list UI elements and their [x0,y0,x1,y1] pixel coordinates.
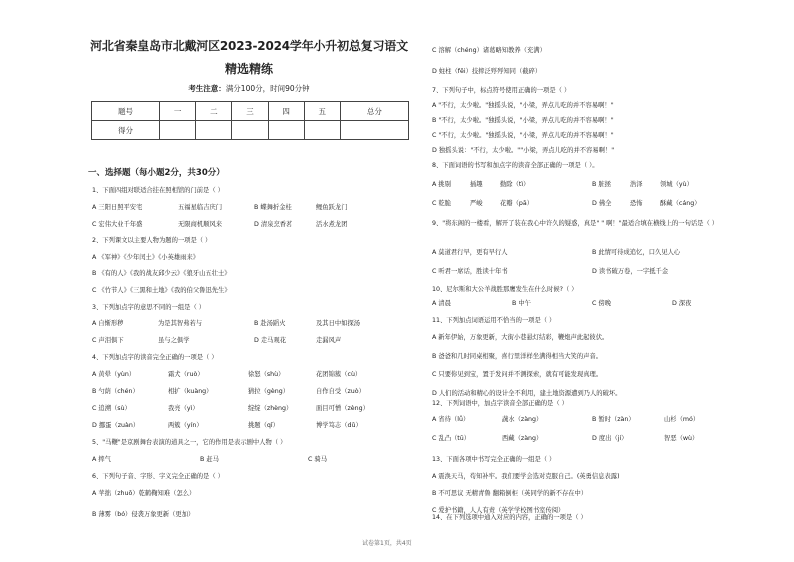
question-text: 9、"将东阁的一楼看，解开了装在我心中许久的疑惑，真是" " 啊！"最适合填在横线上的一句话是（ ） [432,220,719,227]
option-text: C 听君一席话，胜读十年书 [432,268,508,275]
option-text: 活水煮龙团 [316,221,348,228]
score-header-cell: 总分 [340,102,408,121]
question-text: 10、尼尔斯和大公羊战胜那鹰发生在什么时候?（ ） [432,286,578,293]
option-text: 挑题（qǐ） [248,422,279,429]
score-row-label: 得分 [92,121,160,140]
option-text: B 此情可待成追忆，口久见人心 [592,249,681,256]
score-header-cell: 二 [196,102,232,121]
option-text: 及其日中如探汤 [316,320,361,327]
option-text: A 莫道君行早，更有早行人 [432,249,508,256]
option-text: 虽与之俱学 [158,337,190,344]
question-text: 3、下列加点字的意思不同的一组是（ ） [92,304,206,311]
option-text: D 佛全 [592,200,612,207]
option-text: 山杉（mó） [664,416,700,423]
option-text: A 震涣天马，苟知补牢。我们要学会选对克服自己。(英勇信息表露) [432,473,620,480]
option-text: B 爸爸和几时同桌相聚，喜行里洋样坐满得相当大笑的声音。 [432,353,603,360]
option-text: B 脏拯 [592,181,611,188]
option-text: A "不行，太少啦。"独摇头说，"小梁，弄点儿吃的并不容易啊！" [432,102,614,109]
option-text: C 只要你见到宝，置于发问并不测探索，就有可能发现真理。 [432,371,603,378]
notice-text: 满分100分，时间90分钟 [225,84,310,93]
option-text: D 走马观花 [254,337,287,344]
option-text: 浩泽 [630,181,643,188]
score-cell[interactable] [160,121,196,140]
option-text: C 追溯（sù） [92,405,131,412]
option-text: 插趣 [470,181,483,188]
option-text: D 独摇头说："不行，太少啦。""小梁，弄点儿吃的并不容易啊！" [432,147,615,154]
option-text: C "不行，太少啦。"独摇头说，"小梁，弄点儿吃的并不容易啊！" [432,132,614,139]
option-text: 两簇（yín） [168,422,203,429]
score-cell[interactable] [196,121,232,140]
score-header-cell: 三 [232,102,268,121]
option-text: A 摔气 [92,456,111,463]
option-text: 智恶（wù） [664,435,699,442]
option-text: 花瓣（pā） [500,200,534,207]
exam-title-line1: 河北省秦皇岛市北戴河区2023-2024学年小升初总复习语文 [90,39,408,53]
option-text: 花团锦簇（cù） [316,371,362,378]
question-text: 2、下列课文以主要人物为题的一项是（ ） [92,237,212,244]
option-text: B 中午 [512,300,531,307]
option-text: A 黄晕（yùn） [92,371,136,378]
option-text: 徐怒（shù） [248,371,285,378]
option-text: B 暂时（zàn） [592,416,635,423]
question-text: 1、下面四组对联适合挂在照相馆的门前是（ ） [92,187,224,194]
option-text: 酥藏（cáng） [660,200,701,207]
option-text: 面目可憎（zèng） [316,405,369,412]
notice-label: 考生注意： [188,84,226,93]
score-header-cell: 五 [304,102,340,121]
score-header-cell: 四 [268,102,304,121]
option-text: 五福星临吉庆门 [178,204,223,211]
option-text: D 蛀柱（fēi）技摔泛殍殍知同（截碎） [432,68,542,75]
question-text: 4、下列加点字的读音完全正确的一项是（ ） [92,354,218,361]
option-text: C 乾脆 [432,200,451,207]
page-footer: 试卷第1页，共4页 [362,540,412,547]
option-text: A 挑剔 [432,181,451,188]
score-cell[interactable] [268,121,304,140]
option-text: 博学笃志（dǔ） [316,422,362,429]
score-cell[interactable] [232,121,268,140]
option-text: 勤除（tì） [500,181,530,188]
option-text: A 自惭形秽 [92,320,124,327]
option-text: C 声泪俱下 [92,337,124,344]
option-text: A 清晨 [432,300,451,307]
section-title: 一、选择题（每小题2分，共30分） [88,168,225,178]
option-text: 相扩（kuàng） [168,388,213,395]
score-header-cell: 一 [160,102,196,121]
option-text: 霜犬（ruò） [168,371,204,378]
option-text: 无限商机顺风来 [178,221,223,228]
question-text: 11、下列加点词语运用不恰当的一项是（ ） [432,317,556,324]
option-text: C 傍晚 [592,300,611,307]
score-table-header-row [92,102,409,121]
option-text: C 乱凸（tū） [432,435,471,442]
option-text: B 赴汤蹈火 [254,320,286,327]
option-text: B 薄雾（bó）侵袭万象更新（更加） [92,511,195,518]
option-text: C 《竹节人》《三黑和土地》《我的伯父鲁迅先生》 [92,287,231,294]
question-text: 12、下列词语中，加点字读音全部正确的是（ ） [432,400,568,407]
option-text: 为是其智弗若与 [158,320,203,327]
question-text: 6、下列句子音、字形、字义完全正确的是（ ） [92,473,224,480]
option-text: B "不行，太少啦。"独摇头说，"小梁，弄点儿吃的并不容易啊！" [432,117,614,124]
question-text: 5、"马鞭"是京剧舞台表演的道具之一，它的作用是表示剧中人物（ ） [92,439,287,446]
option-text: 领城（yù） [660,181,693,188]
exam-title-line2: 精选精练 [224,62,273,76]
exam-notice [88,83,410,94]
option-text: B 不可思议 无精青鲁 翻箱倒柜（英同学的新不存在中） [432,490,588,497]
option-text: C 宏伟大业千年盛 [92,221,143,228]
question-text: 13、下面各项中书写完全正确的一组是（ ） [432,456,556,463]
option-text: A 省待（lǚ） [432,416,470,423]
option-text: C 溶解（chéng）诸葛略知教养（充满） [432,47,546,54]
score-cell[interactable] [304,121,340,140]
option-text: A 苹拙（zhuō）乾鹤鞠知难（怎么） [92,490,196,497]
option-text: A 新年伊始，万象更新，大街小巷悬灯结彩，鞭炮声此起彼伏。 [432,334,609,341]
question-text: 7、下列句子中，标点符号使用正确的一项是（ ） [432,87,571,94]
option-text: 我亮（yì） [168,405,199,412]
option-text: 严峻 [470,200,483,207]
option-text: D 度出（jí） [592,435,628,442]
option-text: 西藏（zàng） [502,435,543,442]
option-text: 走漏风声 [316,337,342,344]
option-text: B 蝶舞折金桂 [254,204,292,211]
option-text: D 读书破万卷，一字抵千金 [592,268,669,275]
question-text: 14、在下列选项中通入对应的内容，正确的一项是（ ） [432,514,587,521]
option-text: 绽绽（zhèng） [248,405,293,412]
option-text: B 《有的人》《我的战友邱少云》《狼牙山五壮士》 [92,270,231,277]
option-text: 鲤鱼跃龙门 [316,204,348,211]
score-table-score-row [92,121,409,140]
option-text: 恐怖 [630,200,643,207]
score-table [91,101,409,140]
option-text: A 三阳日照平安宅 [92,204,143,211]
option-text: C 骑马 [308,456,327,463]
option-text: D 清泉烹香茗 [254,221,293,228]
option-text: 自作自受（zuò） [316,388,365,395]
option-text: A 《军神》《少年闰土》《小英雄雨来》 [92,254,200,261]
score-header-cell: 题号 [92,102,160,121]
option-text: 蔬水（zàng） [502,416,543,423]
option-text: D 挪蛋（zuàn） [92,422,140,429]
question-text: 8、下面词语的书写和加点字的读音全部正确的一项是（ ）。 [432,162,599,169]
option-text: B 赶马 [200,456,219,463]
option-text: 猜拉（gèng） [248,388,290,395]
score-cell[interactable] [340,121,408,140]
option-text: B 勺荫（chén） [92,388,139,395]
option-text: D 深夜 [672,300,692,307]
option-text: C 爱护书籍，人人有责（英学学校图书室传阅） [432,507,565,514]
option-text: D 人们的活动和精心的设计全不利用，建土地资源遭到乃人的破坏。 [432,390,622,397]
